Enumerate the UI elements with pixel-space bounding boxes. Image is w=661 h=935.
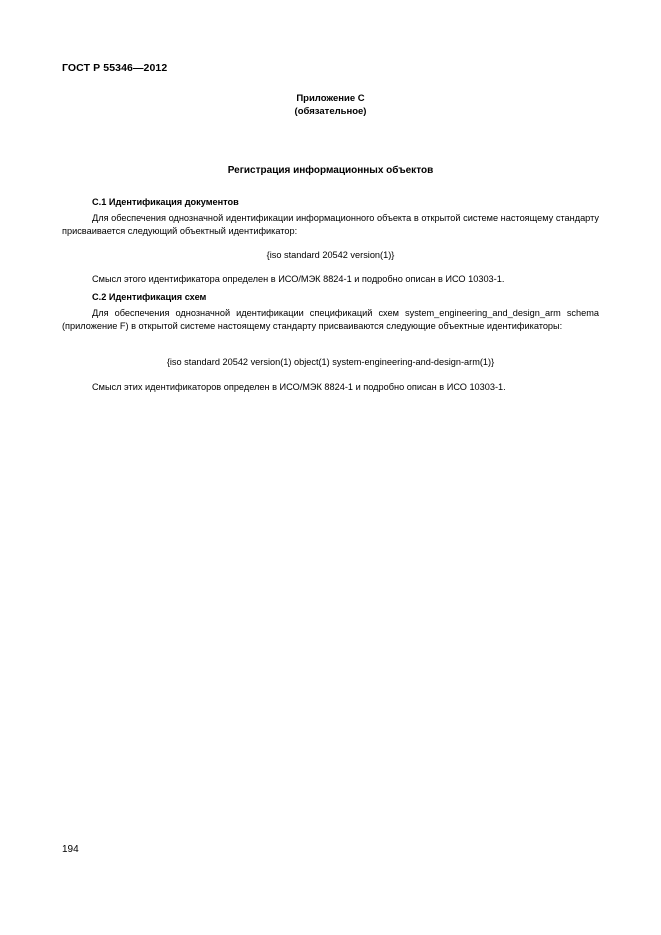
document-code: ГОСТ Р 55346—2012 [62, 62, 168, 74]
page-number: 194 [62, 844, 79, 855]
section-heading-c1: С.1 Идентификация документов [92, 197, 239, 207]
appendix-status: (обязательное) [294, 106, 367, 117]
section-c1-meaning: Смысл этого идентификатора определен в ИСО/МЭК 8824-1 и подробно описан в ИСО 10303-1. [92, 274, 505, 284]
section-heading-c2: С.2 Идентификация схем [92, 292, 207, 302]
main-title: Регистрация информационных объектов [227, 165, 434, 176]
section-c2-meaning: Смысл этих идентификаторов определен в ИСО/МЭК 8824-1 и подробно описан в ИСО 10303-1. [92, 382, 506, 392]
section-c1-paragraph: Для обеспечения однозначной идентификации информационного объекта в открытой системе настоящему стандарту присваивается следующий объектный идентификатор: [62, 213, 599, 236]
section-c2-identifier: {iso standard 20542 version(1) object(1) system-engineering-and-design-arm(1)} [166, 357, 495, 367]
section-c1-identifier: {iso standard 20542 version(1)} [266, 250, 395, 260]
appendix-title: Приложение С [296, 93, 365, 104]
section-c2-paragraph: Для обеспечения однозначной идентификации спецификаций схем system_engineering_and_design_arm schema (приложение F) в открытой системе настоящему стандарту присваиваются следующие объектные идентификаторы: [62, 308, 599, 331]
